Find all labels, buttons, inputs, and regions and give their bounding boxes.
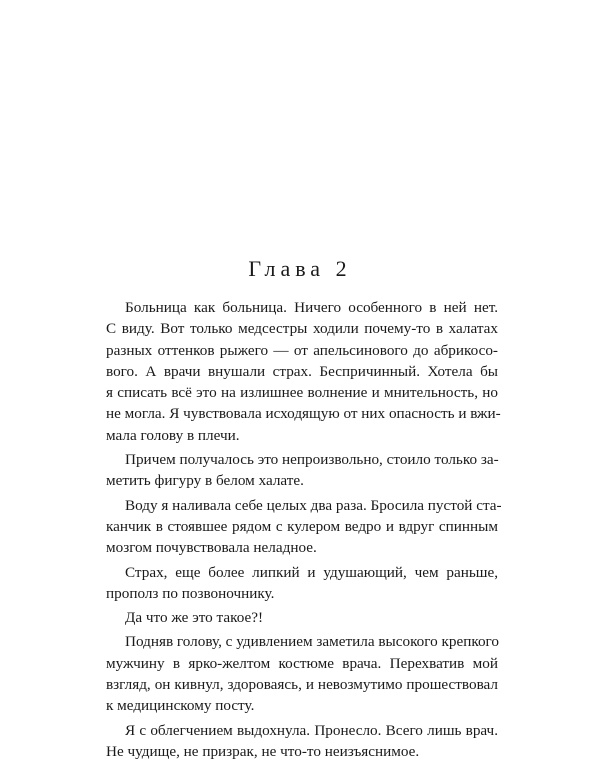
text-line: Воду я наливала себе целых два раза. Бросила пустой ста- xyxy=(125,496,502,514)
paragraph xyxy=(106,495,502,559)
paragraph xyxy=(106,449,498,492)
text-line: Подняв голову, с удивлением заметила высокого крепкого xyxy=(125,633,500,651)
chapter-title: Глава 2 xyxy=(248,256,352,281)
text-line: взгляд, он кивнул, здороваясь, и невозмутимо прошествовал xyxy=(106,676,498,694)
text-line: канчик в стоявшее рядом с кулером ведро и вдруг спинным xyxy=(106,517,498,535)
paragraph xyxy=(106,562,498,605)
text-line: мозгом почувствовала неладное. xyxy=(106,539,317,557)
paragraph xyxy=(106,297,501,446)
text-line: прополз по позвоночнику. xyxy=(106,584,275,602)
text-line: я списать всё это на излишнее волнение и мнительность, но xyxy=(106,384,498,402)
text-line: разных оттенков рыжего — от апельсинового до абрикосо- xyxy=(106,341,498,359)
chapter-body xyxy=(106,297,502,762)
text-line: Страх, еще более липкий и удушающий, чем раньше, xyxy=(125,563,498,581)
text-line: Не чудище, не призрак, не что-то неизъяснимое. xyxy=(106,742,420,760)
text-line: метить фигуру в белом халате. xyxy=(106,472,304,490)
paragraph xyxy=(106,631,498,716)
text-line: к медицинскому посту. xyxy=(106,697,255,715)
text-line: вого. А врачи внушали страх. Беспричинный. Хотела бы xyxy=(106,362,498,380)
text-line: Причем получалось это непроизвольно, стоило только за- xyxy=(125,451,499,469)
paragraph xyxy=(106,607,498,628)
text-line: не могла. Я чувствовала исходящую от них опасность и вжи- xyxy=(106,405,501,423)
text-line: Я с облегчением выдохнула. Пронесло. Всего лишь врач. xyxy=(125,721,498,739)
text-line: Больница как больница. Ничего особенного в ней нет. xyxy=(125,299,498,316)
text-line: мала голову в плечи. xyxy=(106,426,240,444)
text-line: мужчину в ярко-желтом костюме врача. Перехватив мой xyxy=(106,654,498,672)
paragraph xyxy=(106,720,498,762)
text-line: Да что же это такое?! xyxy=(125,609,264,627)
text-line: С виду. Вот только медсестры ходили почему-то в халатах xyxy=(106,320,498,338)
